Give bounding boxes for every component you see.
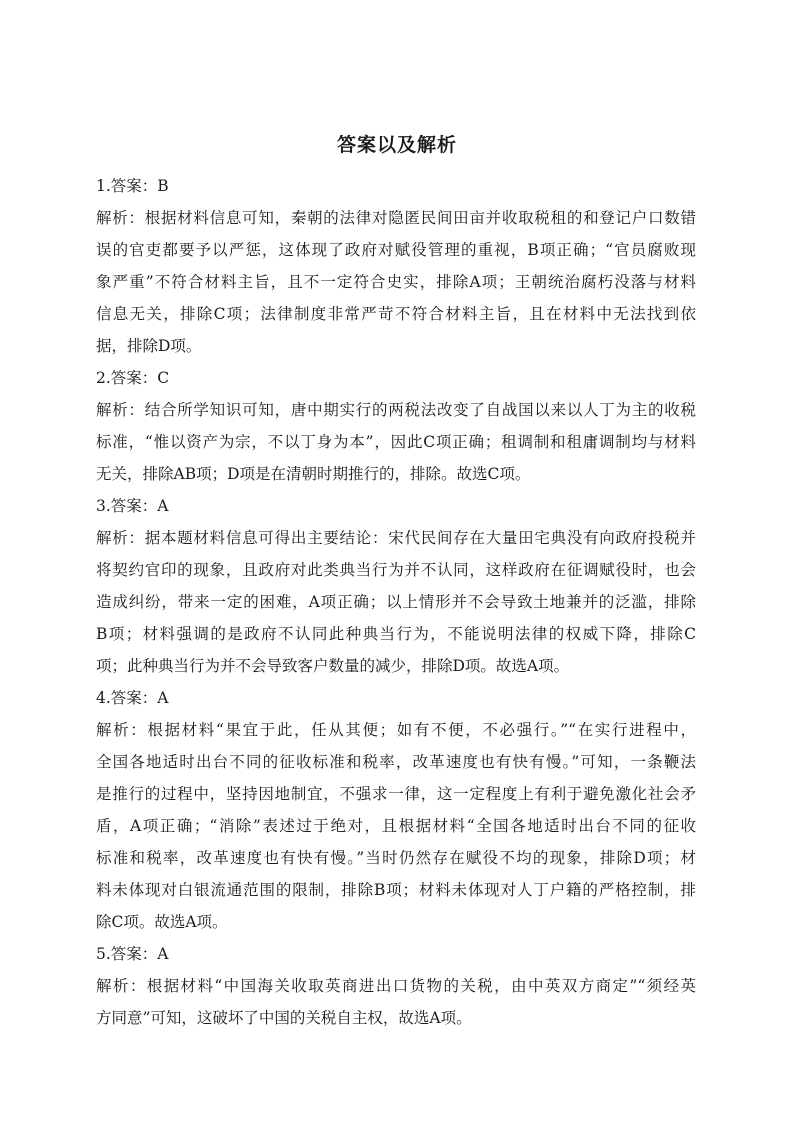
explanation-line: 全国各地适时出台不同的征收标准和税率，改革速度也有快有慢。”可知，一条鞭法 [96, 753, 696, 771]
answer-label: 5.答案：A [96, 945, 169, 963]
explanation-line: 象严重”不符合材料主旨，且不一定符合史实，排除A项；王朝统治腐朽没落与材料 [96, 273, 696, 291]
explanation-line: 信息无关，排除C项；法律制度非常严苛不符合材料主旨，且在材料中无法找到依 [96, 305, 696, 323]
explanation-line: 标准和税率，改革速度也有快有慢。”当时仍然存在赋役不均的现象，排除D项；材 [96, 849, 696, 867]
explanation-line: 盾，A项正确；“消除”表述过于绝对，且根据材料“全国各地适时出台不同的征收 [96, 817, 696, 835]
answer-label: 4.答案：A [96, 689, 169, 707]
answer-item [96, 490, 696, 682]
explanation-line: B项；材料强调的是政府不认同此种典当行为，不能说明法律的权威下降，排除C [96, 625, 696, 643]
explanation-line: 标准，“惟以资产为宗，不以丁身为本”，因此C项正确；租调制和租庸调制均与材料 [96, 433, 696, 451]
explanation-line: 料未体现对白银流通范围的限制，排除B项；材料未体现对人丁户籍的严格控制，排 [96, 881, 696, 899]
answer-label: 3.答案：A [96, 497, 169, 515]
answer-item [96, 938, 696, 1034]
explanation-line: 将契约官印的现象，且政府对此类典当行为并不认同，这样政府在征调赋役时，也会 [96, 561, 696, 579]
answer-item [96, 682, 696, 938]
explanation-line: 解析：根据材料“果宜于此，任从其便；如有不便，不必强行。”“在实行进程中， [96, 721, 696, 739]
explanation-line: 无关，排除AB项；D项是在清朝时期推行的，排除。故选C项。 [96, 465, 531, 483]
explanation-line: 方同意”可知，这破坏了中国的关税自主权，故选A项。 [96, 1009, 472, 1027]
explanation-line: 误的官吏都要予以严惩，这体现了政府对赋役管理的重视，B项正确；“官员腐败现 [96, 241, 696, 259]
explanation-line: 是推行的过程中，坚持因地制宜，不强求一律，这一定程度上有利于避免激化社会矛 [96, 785, 696, 803]
explanation-line: 据，排除D项。 [96, 337, 202, 355]
answer-item [96, 170, 696, 362]
answer-list [96, 170, 696, 1034]
answer-label: 2.答案：C [96, 369, 170, 387]
answer-item [96, 362, 696, 490]
answer-label: 1.答案：B [96, 177, 169, 195]
explanation-line: 项；此种典当行为并不会导致客户数量的减少，排除D项。故选A项。 [96, 657, 570, 675]
explanation-line: 造成纠纷，带来一定的困难，A项正确；以上情形并不会导致土地兼并的泛滥，排除 [96, 593, 696, 611]
explanation-line: 解析：根据材料“中国海关收取英商进出口货物的关税，由中英双方商定”“须经英 [96, 977, 696, 995]
explanation-line: 除C项。故选A项。 [96, 913, 228, 931]
explanation-line: 解析：据本题材料信息可得出主要结论：宋代民间存在大量田宅典没有向政府投税并 [96, 529, 696, 547]
explanation-line: 解析：根据材料信息可知，秦朝的法律对隐匿民间田亩并收取税租的和登记户口数错 [96, 209, 696, 227]
page-title: 答案以及解析 [336, 134, 457, 156]
explanation-line: 解析：结合所学知识可知，唐中期实行的两税法改变了自战国以来以人丁为主的收税 [96, 401, 696, 419]
